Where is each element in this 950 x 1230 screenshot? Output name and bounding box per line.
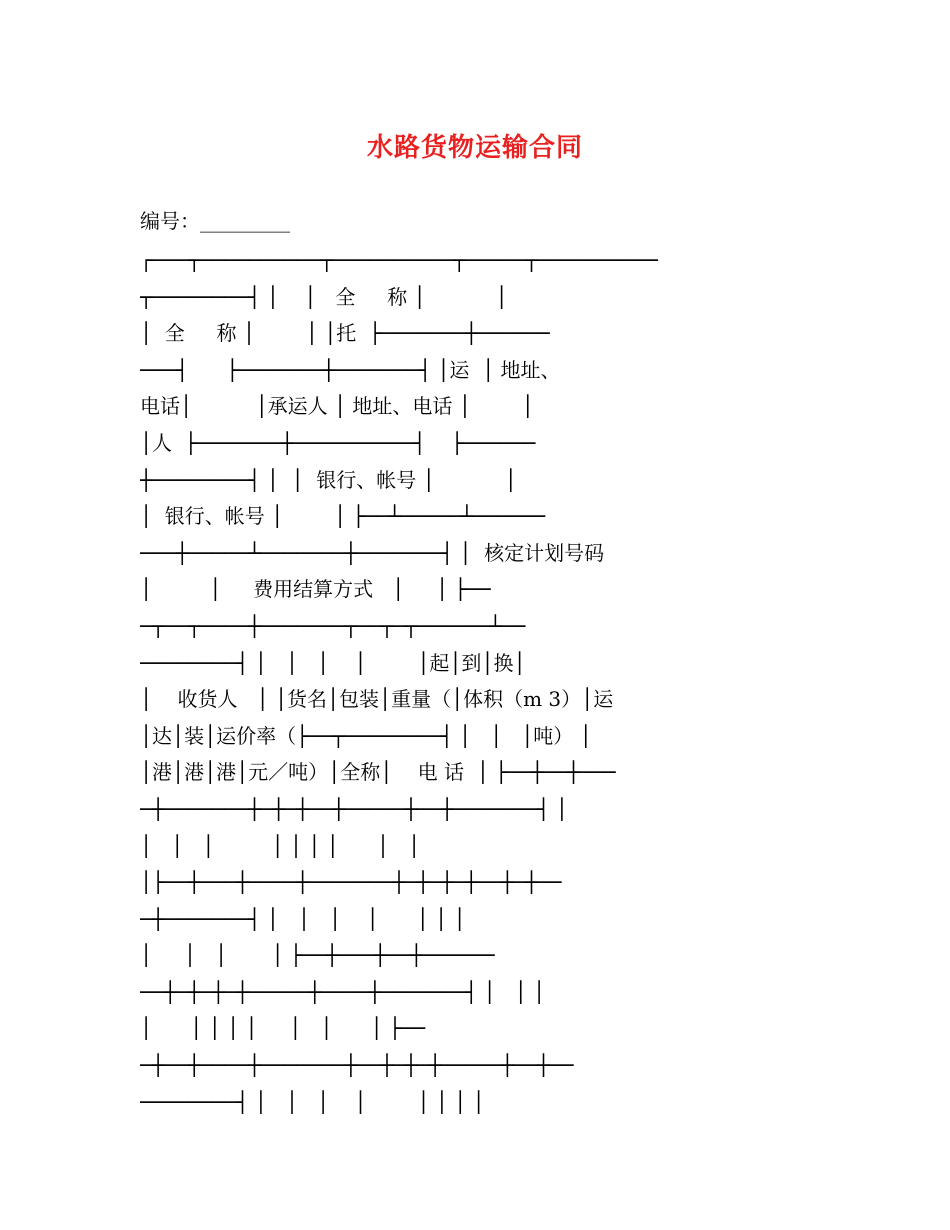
table-text-line: ─┬──┬────┼───────┬──┬─┬──────┴── [140, 613, 526, 638]
table-text-line: │ │ │ │ │ │ │ │ │ [140, 833, 421, 858]
contract-table-text [140, 242, 812, 1120]
table-text-line: │├──┼───┼────┼───────┼─┼─┼─┼──┼─┼── [140, 870, 562, 895]
table-text-line: ─┼───────┤ │ │ │ │ │ │ │ [140, 906, 466, 931]
table-text-line: │ │ │ │ │ │ │ │ ├── [140, 1016, 426, 1041]
table-text-line: ┬────────┤ │ │ 全 称 │ │ [140, 284, 508, 309]
table-text-line: │港│港│港│元／吨）│全称│ 电 话 │ ├──┼──┼─── [140, 760, 616, 785]
table-text-line: ─┼───────┼─┼─┼──┼─────┼──┼───────┤ │ [140, 796, 568, 821]
table-text-line: ┌───┬──────────┬──────────┬─────┬────────── [140, 248, 658, 272]
table-text-line: ┼────────┤ │ │ 银行、帐号 │ │ [140, 467, 517, 492]
table-text-line: │ 银行、帐号 │ │ ├──┴─────┴────── [140, 504, 546, 529]
document-title: 水路货物运输合同 [366, 133, 583, 163]
table-text-line: ───┼─────┴───────┼───────┤ │ 核定计划号码 [140, 540, 605, 565]
table-text-line: │达│装│运价率（├──┬────────┤ │ │ │吨） │ [140, 723, 592, 748]
table-text-line: ────────┤ │ │ │ │ │起│到│换│ [140, 650, 526, 675]
table-text-line: │ │ │ │ ├──┼───┼──┼────── [140, 943, 495, 968]
table-text-line: ──┼─┼─┼─┼─────┼────┼───────┤ │ │ │ [140, 979, 546, 1004]
table-text-line: │ 全 称 │ │ │托 ├───────┼────── [140, 321, 550, 346]
table-text-line: │ │ 费用结算方式 │ │ ├── [140, 577, 491, 602]
table-text-line: ───┤ ├───────┼───────┤ │运 │ 地址、 [140, 357, 561, 382]
contract-number-label: 编号：_________ [140, 209, 290, 233]
table-text-line: │人 ├───────┼──────────┤ ├────── [140, 430, 536, 455]
table-text-line: ─┼──┼────┼───────┼──┼─┼─┼─────┼──┼── [140, 1053, 574, 1078]
table-text-line: ────────┤ │ │ │ │ │ │ │ │ [140, 1089, 485, 1114]
table-text-line: │ 收货人 │ │货名│包装│重量（│体积（m 3）│运 [140, 687, 614, 712]
table-text-line: 电话│ │承运人 │ 地址、电话 │ │ [140, 394, 534, 419]
